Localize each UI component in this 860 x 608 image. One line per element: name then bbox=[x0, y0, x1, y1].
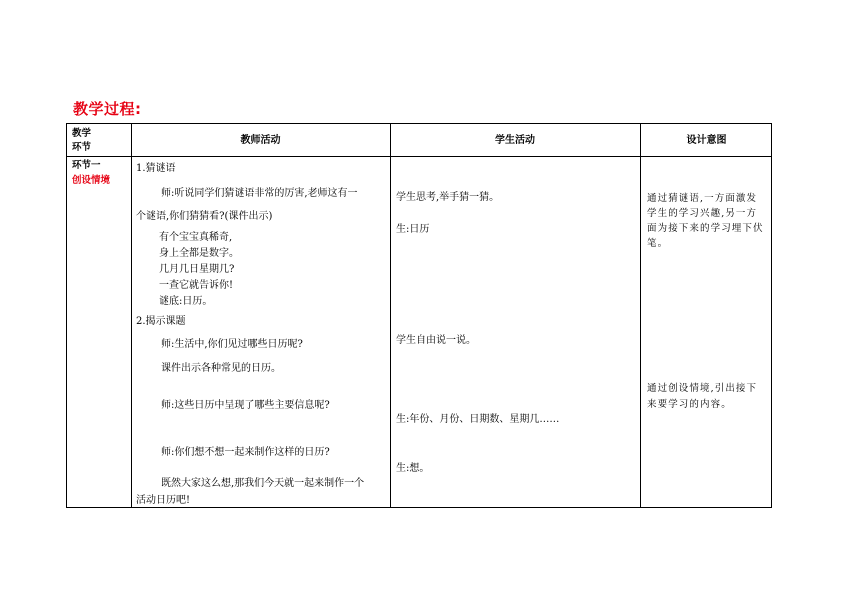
header-student-activity: 学生活动 bbox=[495, 135, 535, 146]
header-stage-line2: 环节 bbox=[72, 142, 92, 153]
header-stage-line1: 教学 bbox=[72, 128, 92, 139]
student-line: 学生思考,举手猜一猜。 bbox=[396, 192, 500, 203]
intent-line: 通过猜谜语,一方面激发 bbox=[647, 193, 758, 204]
teacher-line: 既然大家这么想,那我们今天就一起来制作一个 bbox=[161, 478, 365, 489]
riddle-line: 一查它就告诉你! bbox=[159, 280, 234, 291]
stage-name: 创设情境 bbox=[72, 175, 111, 186]
section-heading: 教学过程: bbox=[73, 100, 142, 118]
riddle-line: 身上全都是数字。 bbox=[159, 248, 239, 259]
teacher-line: 课件出示各种常见的日历。 bbox=[161, 363, 281, 374]
column-divider bbox=[131, 124, 132, 507]
teacher-line: 师:听说同学们猜谜语非常的厉害,老师这有一 bbox=[161, 188, 358, 199]
column-divider bbox=[390, 124, 391, 507]
riddle-line: 有个宝宝真稀奇, bbox=[159, 232, 233, 243]
column-divider bbox=[640, 124, 641, 507]
intent-line: 来要学习的内容。 bbox=[647, 399, 732, 410]
header-divider bbox=[67, 156, 771, 157]
student-line: 生:年份、月份、日期数、星期几…… bbox=[396, 414, 560, 425]
teacher-line: 师:这些日历中呈现了哪些主要信息呢? bbox=[161, 400, 330, 411]
teacher-line: 师:你们想不想一起来制作这样的日历? bbox=[161, 447, 330, 458]
intent-line: 通过创设情境,引出接下 bbox=[647, 383, 758, 394]
teacher-line: 师:生活中,你们见过哪些日历呢? bbox=[161, 339, 303, 350]
student-line: 生:想。 bbox=[396, 463, 430, 474]
teacher-line: 活动日历吧! bbox=[136, 495, 191, 506]
riddle-answer: 谜底:日历。 bbox=[159, 296, 213, 307]
lesson-table bbox=[66, 123, 772, 508]
section-title-riddle: 1.猜谜语 bbox=[136, 163, 176, 174]
intent-line: 学生的学习兴趣,另一方 bbox=[647, 208, 758, 219]
riddle-line: 几月几日星期几? bbox=[159, 264, 235, 275]
section-title-topic: 2.揭示课题 bbox=[136, 316, 186, 327]
intent-line: 面为接下来的学习埋下伏 bbox=[647, 223, 764, 234]
stage-label: 环节一 bbox=[72, 160, 101, 171]
student-line: 生:日历 bbox=[396, 224, 430, 235]
student-line: 学生自由说一说。 bbox=[396, 335, 476, 346]
intent-line: 笔。 bbox=[647, 238, 669, 249]
header-teacher-activity: 教师活动 bbox=[240, 135, 281, 146]
teacher-line: 个谜语,你们猜猜看?(课件出示) bbox=[136, 211, 273, 222]
header-design-intent: 设计意图 bbox=[686, 135, 727, 146]
